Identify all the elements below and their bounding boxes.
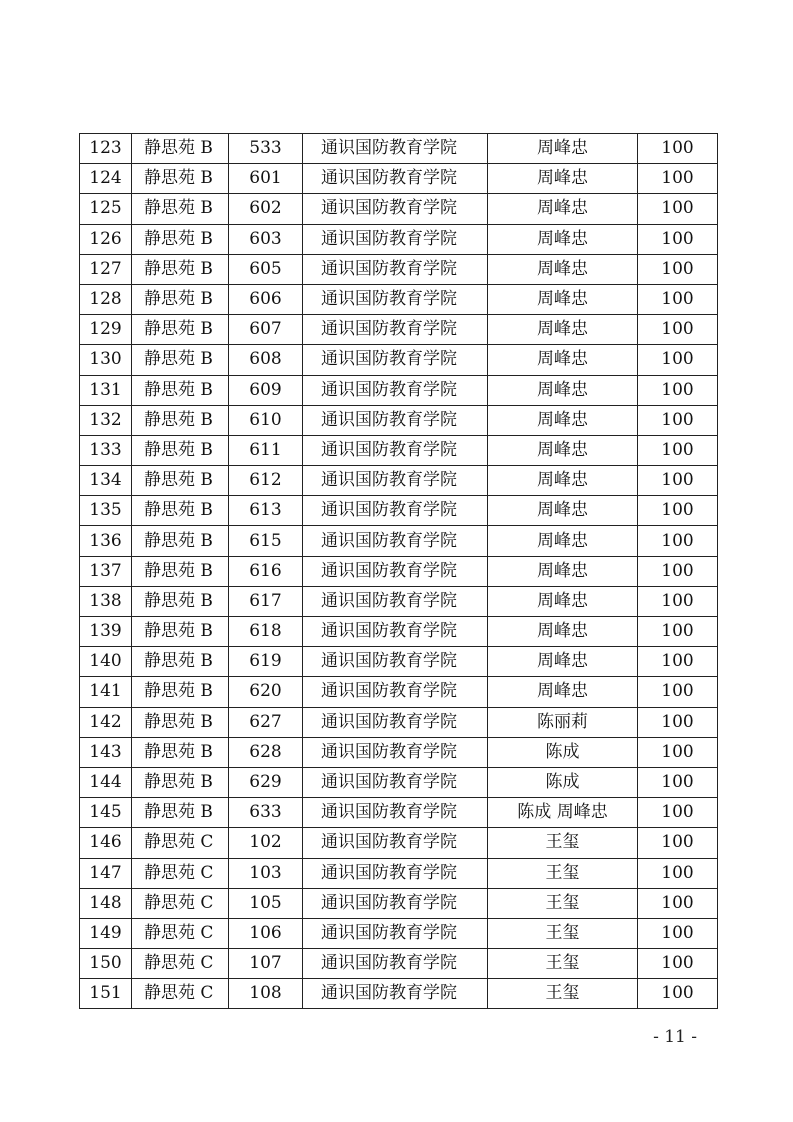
table-row <box>80 164 718 194</box>
row-number-cell: 123 <box>80 134 132 164</box>
room-cell: 628 <box>229 737 303 767</box>
room-cell: 102 <box>229 828 303 858</box>
row-number-cell: 133 <box>80 435 132 465</box>
table-row <box>80 526 718 556</box>
table-row <box>80 496 718 526</box>
college-cell: 通识国防教育学院 <box>303 888 488 918</box>
counselor-cell: 陈成 <box>488 737 638 767</box>
building-cell: 静思苑 B <box>132 375 229 405</box>
capacity-cell: 100 <box>638 677 718 707</box>
counselor-cell: 周峰忠 <box>488 677 638 707</box>
room-cell: 615 <box>229 526 303 556</box>
capacity-cell: 100 <box>638 737 718 767</box>
counselor-cell: 周峰忠 <box>488 586 638 616</box>
counselor-cell: 王玺 <box>488 918 638 948</box>
row-number-cell: 151 <box>80 979 132 1009</box>
row-number-cell: 140 <box>80 647 132 677</box>
table-row <box>80 707 718 737</box>
row-number-cell: 132 <box>80 405 132 435</box>
capacity-cell: 100 <box>638 798 718 828</box>
room-cell: 618 <box>229 617 303 647</box>
table-row <box>80 224 718 254</box>
row-number-cell: 150 <box>80 949 132 979</box>
college-cell: 通识国防教育学院 <box>303 647 488 677</box>
row-number-cell: 128 <box>80 284 132 314</box>
college-cell: 通识国防教育学院 <box>303 767 488 797</box>
row-number-cell: 130 <box>80 345 132 375</box>
row-number-cell: 129 <box>80 315 132 345</box>
college-cell: 通识国防教育学院 <box>303 677 488 707</box>
capacity-cell: 100 <box>638 435 718 465</box>
building-cell: 静思苑 C <box>132 979 229 1009</box>
college-cell: 通识国防教育学院 <box>303 798 488 828</box>
capacity-cell: 100 <box>638 526 718 556</box>
capacity-cell: 100 <box>638 979 718 1009</box>
counselor-cell: 周峰忠 <box>488 496 638 526</box>
college-cell: 通识国防教育学院 <box>303 164 488 194</box>
building-cell: 静思苑 B <box>132 164 229 194</box>
building-cell: 静思苑 C <box>132 828 229 858</box>
capacity-cell: 100 <box>638 224 718 254</box>
capacity-cell: 100 <box>638 284 718 314</box>
capacity-cell: 100 <box>638 345 718 375</box>
room-cell: 610 <box>229 405 303 435</box>
building-cell: 静思苑 B <box>132 496 229 526</box>
building-cell: 静思苑 B <box>132 647 229 677</box>
college-cell: 通识国防教育学院 <box>303 224 488 254</box>
row-number-cell: 142 <box>80 707 132 737</box>
counselor-cell: 周峰忠 <box>488 556 638 586</box>
row-number-cell: 143 <box>80 737 132 767</box>
capacity-cell: 100 <box>638 918 718 948</box>
table-row <box>80 466 718 496</box>
college-cell: 通识国防教育学院 <box>303 345 488 375</box>
capacity-cell: 100 <box>638 767 718 797</box>
row-number-cell: 147 <box>80 858 132 888</box>
college-cell: 通识国防教育学院 <box>303 828 488 858</box>
college-cell: 通识国防教育学院 <box>303 194 488 224</box>
building-cell: 静思苑 B <box>132 254 229 284</box>
building-cell: 静思苑 B <box>132 556 229 586</box>
room-cell: 609 <box>229 375 303 405</box>
row-number-cell: 144 <box>80 767 132 797</box>
table-row <box>80 435 718 465</box>
room-cell: 607 <box>229 315 303 345</box>
room-cell: 619 <box>229 647 303 677</box>
row-number-cell: 131 <box>80 375 132 405</box>
counselor-cell: 周峰忠 <box>488 224 638 254</box>
capacity-cell: 100 <box>638 617 718 647</box>
room-cell: 611 <box>229 435 303 465</box>
college-cell: 通识国防教育学院 <box>303 375 488 405</box>
counselor-cell: 周峰忠 <box>488 134 638 164</box>
capacity-cell: 100 <box>638 586 718 616</box>
table-row <box>80 828 718 858</box>
row-number-cell: 141 <box>80 677 132 707</box>
table-row <box>80 767 718 797</box>
table-row <box>80 556 718 586</box>
row-number-cell: 146 <box>80 828 132 858</box>
building-cell: 静思苑 B <box>132 315 229 345</box>
table-row <box>80 254 718 284</box>
room-cell: 629 <box>229 767 303 797</box>
room-cell: 617 <box>229 586 303 616</box>
counselor-cell: 周峰忠 <box>488 647 638 677</box>
building-cell: 静思苑 B <box>132 526 229 556</box>
building-cell: 静思苑 B <box>132 405 229 435</box>
capacity-cell: 100 <box>638 194 718 224</box>
capacity-cell: 100 <box>638 828 718 858</box>
capacity-cell: 100 <box>638 556 718 586</box>
counselor-cell: 周峰忠 <box>488 254 638 284</box>
row-number-cell: 139 <box>80 617 132 647</box>
counselor-cell: 周峰忠 <box>488 466 638 496</box>
room-cell: 105 <box>229 888 303 918</box>
room-cell: 633 <box>229 798 303 828</box>
capacity-cell: 100 <box>638 375 718 405</box>
row-number-cell: 134 <box>80 466 132 496</box>
room-cell: 605 <box>229 254 303 284</box>
page-number: - 11 - <box>653 1027 697 1047</box>
college-cell: 通识国防教育学院 <box>303 284 488 314</box>
counselor-cell: 王玺 <box>488 828 638 858</box>
building-cell: 静思苑 C <box>132 888 229 918</box>
counselor-cell: 周峰忠 <box>488 617 638 647</box>
college-cell: 通识国防教育学院 <box>303 737 488 767</box>
room-cell: 603 <box>229 224 303 254</box>
college-cell: 通识国防教育学院 <box>303 405 488 435</box>
building-cell: 静思苑 B <box>132 134 229 164</box>
counselor-cell: 王玺 <box>488 949 638 979</box>
building-cell: 静思苑 B <box>132 586 229 616</box>
room-cell: 108 <box>229 979 303 1009</box>
college-cell: 通识国防教育学院 <box>303 315 488 345</box>
room-cell: 620 <box>229 677 303 707</box>
table-row <box>80 405 718 435</box>
table-row <box>80 888 718 918</box>
table-row <box>80 979 718 1009</box>
building-cell: 静思苑 B <box>132 798 229 828</box>
row-number-cell: 136 <box>80 526 132 556</box>
capacity-cell: 100 <box>638 134 718 164</box>
capacity-cell: 100 <box>638 164 718 194</box>
table-row <box>80 647 718 677</box>
college-cell: 通识国防教育学院 <box>303 556 488 586</box>
building-cell: 静思苑 C <box>132 949 229 979</box>
capacity-cell: 100 <box>638 496 718 526</box>
row-number-cell: 145 <box>80 798 132 828</box>
table-row <box>80 134 718 164</box>
row-number-cell: 135 <box>80 496 132 526</box>
college-cell: 通识国防教育学院 <box>303 707 488 737</box>
college-cell: 通识国防教育学院 <box>303 979 488 1009</box>
table-row <box>80 315 718 345</box>
room-cell: 533 <box>229 134 303 164</box>
building-cell: 静思苑 C <box>132 918 229 948</box>
counselor-cell: 周峰忠 <box>488 345 638 375</box>
counselor-cell: 周峰忠 <box>488 164 638 194</box>
college-cell: 通识国防教育学院 <box>303 858 488 888</box>
counselor-cell: 周峰忠 <box>488 526 638 556</box>
counselor-cell: 王玺 <box>488 979 638 1009</box>
room-cell: 601 <box>229 164 303 194</box>
college-cell: 通识国防教育学院 <box>303 617 488 647</box>
counselor-cell: 周峰忠 <box>488 315 638 345</box>
room-cell: 606 <box>229 284 303 314</box>
college-cell: 通识国防教育学院 <box>303 466 488 496</box>
table-row <box>80 617 718 647</box>
building-cell: 静思苑 B <box>132 677 229 707</box>
building-cell: 静思苑 B <box>132 617 229 647</box>
row-number-cell: 124 <box>80 164 132 194</box>
college-cell: 通识国防教育学院 <box>303 918 488 948</box>
table-row <box>80 918 718 948</box>
row-number-cell: 126 <box>80 224 132 254</box>
room-cell: 616 <box>229 556 303 586</box>
room-cell: 103 <box>229 858 303 888</box>
dormitory-table <box>79 133 718 1009</box>
college-cell: 通识国防教育学院 <box>303 496 488 526</box>
college-cell: 通识国防教育学院 <box>303 526 488 556</box>
capacity-cell: 100 <box>638 315 718 345</box>
capacity-cell: 100 <box>638 858 718 888</box>
building-cell: 静思苑 B <box>132 737 229 767</box>
college-cell: 通识国防教育学院 <box>303 949 488 979</box>
room-cell: 107 <box>229 949 303 979</box>
counselor-cell: 王玺 <box>488 888 638 918</box>
counselor-cell: 周峰忠 <box>488 284 638 314</box>
capacity-cell: 100 <box>638 647 718 677</box>
counselor-cell: 陈成 周峰忠 <box>488 798 638 828</box>
college-cell: 通识国防教育学院 <box>303 435 488 465</box>
building-cell: 静思苑 B <box>132 224 229 254</box>
table-row <box>80 586 718 616</box>
college-cell: 通识国防教育学院 <box>303 254 488 284</box>
building-cell: 静思苑 B <box>132 435 229 465</box>
table-row <box>80 345 718 375</box>
building-cell: 静思苑 B <box>132 767 229 797</box>
capacity-cell: 100 <box>638 254 718 284</box>
room-cell: 612 <box>229 466 303 496</box>
capacity-cell: 100 <box>638 466 718 496</box>
row-number-cell: 148 <box>80 888 132 918</box>
table-row <box>80 375 718 405</box>
building-cell: 静思苑 B <box>132 345 229 375</box>
counselor-cell: 陈成 <box>488 767 638 797</box>
row-number-cell: 127 <box>80 254 132 284</box>
building-cell: 静思苑 C <box>132 858 229 888</box>
capacity-cell: 100 <box>638 405 718 435</box>
college-cell: 通识国防教育学院 <box>303 134 488 164</box>
counselor-cell: 周峰忠 <box>488 405 638 435</box>
row-number-cell: 138 <box>80 586 132 616</box>
table-row <box>80 677 718 707</box>
row-number-cell: 125 <box>80 194 132 224</box>
building-cell: 静思苑 B <box>132 466 229 496</box>
room-cell: 627 <box>229 707 303 737</box>
college-cell: 通识国防教育学院 <box>303 586 488 616</box>
row-number-cell: 149 <box>80 918 132 948</box>
counselor-cell: 周峰忠 <box>488 194 638 224</box>
room-cell: 608 <box>229 345 303 375</box>
table-row <box>80 798 718 828</box>
table-row <box>80 737 718 767</box>
counselor-cell: 陈丽莉 <box>488 707 638 737</box>
room-cell: 613 <box>229 496 303 526</box>
table-row <box>80 194 718 224</box>
capacity-cell: 100 <box>638 888 718 918</box>
room-cell: 602 <box>229 194 303 224</box>
building-cell: 静思苑 B <box>132 284 229 314</box>
row-number-cell: 137 <box>80 556 132 586</box>
counselor-cell: 周峰忠 <box>488 375 638 405</box>
table-row <box>80 858 718 888</box>
table-row <box>80 949 718 979</box>
capacity-cell: 100 <box>638 707 718 737</box>
table-row <box>80 284 718 314</box>
room-cell: 106 <box>229 918 303 948</box>
counselor-cell: 周峰忠 <box>488 435 638 465</box>
capacity-cell: 100 <box>638 949 718 979</box>
building-cell: 静思苑 B <box>132 194 229 224</box>
counselor-cell: 王玺 <box>488 858 638 888</box>
building-cell: 静思苑 B <box>132 707 229 737</box>
table-body <box>80 134 718 1009</box>
